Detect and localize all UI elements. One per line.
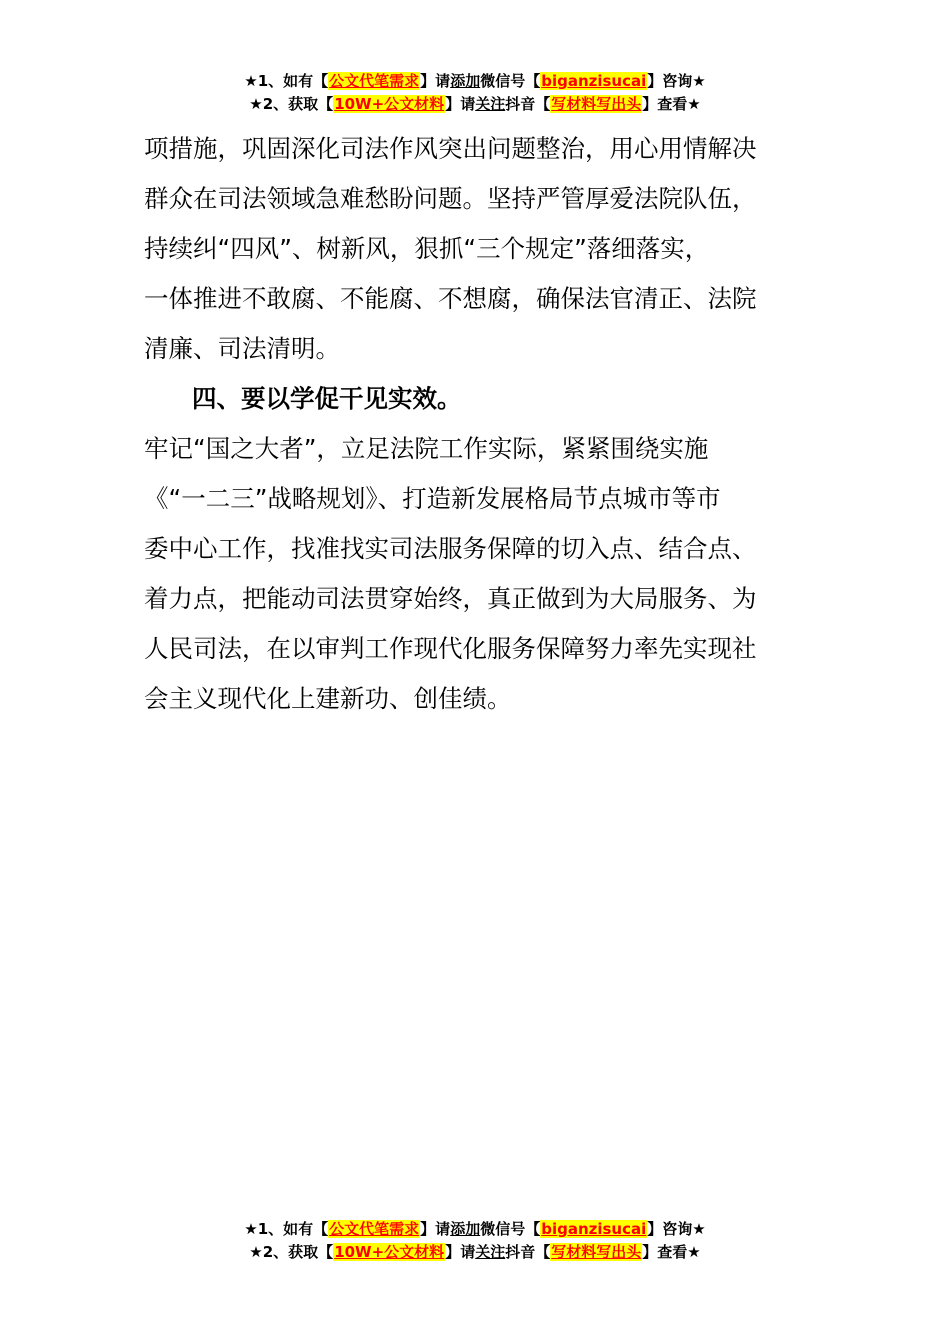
banner-text: 微信号【 [480,72,541,90]
banner-highlight: biganzisucai [541,72,647,90]
banner-highlight: 10W+公文材料 [334,95,445,113]
banner-highlight: biganzisucai [541,1220,647,1238]
banner-text: ★1、如有【 [244,1220,329,1238]
banner-text: 】请 [445,95,476,113]
banner-text: 】查看★ [642,95,701,113]
banner-line-1 [0,1218,950,1241]
paragraph-line: 会主义现代化上建新功、创佳绩。 [144,684,512,713]
paragraph-line: 人民司法，在以审判工作现代化服务保障努力率先实现社 [144,634,757,663]
banner-text: 】请 [420,1220,451,1238]
banner-text: 微信号【 [480,1220,541,1238]
banner-text: 抖音【 [505,1243,551,1261]
banner-text: 】咨询★ [647,1220,706,1238]
header-banner [0,70,950,116]
banner-text: ★2、获取【 [249,95,334,113]
banner-text: 】请 [445,1243,476,1261]
banner-text: 抖音【 [505,95,551,113]
footer-banner [0,1218,950,1264]
banner-text: 】咨询★ [647,72,706,90]
banner-text: ★2、获取【 [249,1243,334,1261]
paragraph-line: 一体推进不敢腐、不能腐、不想腐，确保法官清正、法院 [144,284,757,313]
banner-line-2 [0,93,950,116]
banner-highlight: 写材料写出头 [551,1243,642,1261]
banner-line-2 [0,1241,950,1264]
paragraph-line: 持续纠“四风”、树新风，狠抓“三个规定”落细落实， [144,234,710,263]
banner-text: 】查看★ [642,1243,701,1261]
banner-highlight: 公文代笔需求 [329,72,420,90]
banner-text: 】请 [420,72,451,90]
paragraph-line: 清廉、司法清明。 [144,334,340,363]
paragraph-line: 着力点，把能动司法贯穿始终，真正做到为大局服务、为 [144,584,757,613]
paragraph-line: 项措施，巩固深化司法作风突出问题整治，用心用情解决 [144,134,757,163]
document-body [144,124,814,724]
banner-underline: 关注 [475,95,506,113]
banner-line-1 [0,70,950,93]
banner-underline: 添加 [450,1220,481,1238]
section-heading: 四、要以学促干见实效。 [192,384,462,413]
banner-highlight: 10W+公文材料 [334,1243,445,1261]
paragraph-line: 牢记“国之大者”，立足法院工作实际，紧紧围绕实施 [144,434,709,463]
banner-text: ★1、如有【 [244,72,329,90]
banner-underline: 添加 [450,72,481,90]
banner-underline: 关注 [475,1243,506,1261]
banner-highlight: 公文代笔需求 [329,1220,420,1238]
paragraph-line: 《“一二三”战略规划》、打造新发展格局节点城市等市 [144,484,721,513]
banner-highlight: 写材料写出头 [551,95,642,113]
paragraph-line: 委中心工作，找准找实司法服务保障的切入点、结合点、 [144,534,757,563]
paragraph-line: 群众在司法领域急难愁盼问题。坚持严管厚爱法院队伍， [144,184,757,213]
